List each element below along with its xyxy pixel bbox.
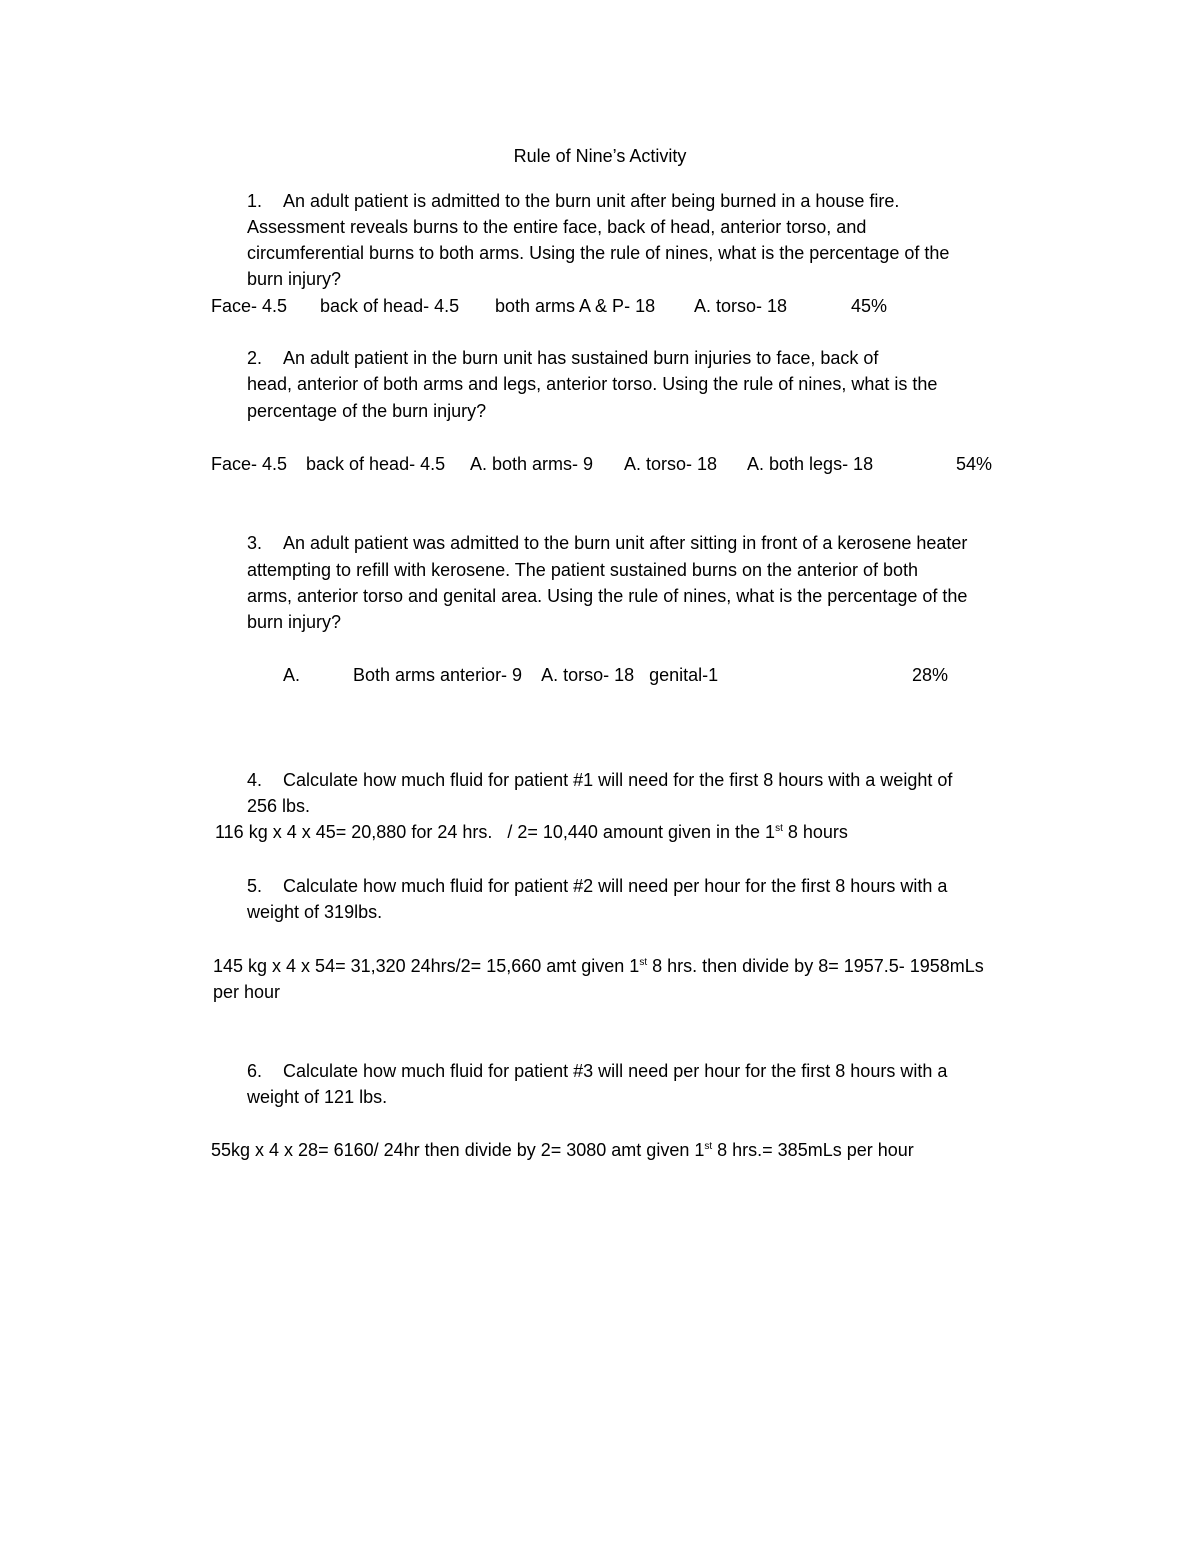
answer-4 [215, 819, 848, 845]
superscript: st [704, 1141, 713, 1152]
question-line: burn injury? [247, 269, 342, 289]
question-line: An adult patient was admitted to the burn unit after sitting in front of a kerosene heater [283, 533, 968, 553]
question-number: 3. [247, 533, 263, 553]
answer-letter: A. [283, 665, 301, 685]
answer-face: Face- 4.5 [211, 296, 288, 316]
question-line: percentage of the burn injury? [247, 401, 487, 421]
question-number: 6. [247, 1061, 263, 1081]
question-line: Calculate how much fluid for patient #1 will need for the first 8 hours with a weight of [283, 770, 953, 790]
answer-text: Both arms anterior- 9 A. torso- 18 genital-1 [353, 665, 719, 685]
question-number: 4. [247, 770, 263, 790]
answer-arms: both arms A & P- 18 [495, 296, 656, 316]
question-line: An adult patient is admitted to the burn unit after being burned in a house fire. [283, 191, 900, 211]
page-title: Rule of Nine’s Activity [513, 146, 687, 166]
question-line: weight of 319lbs. [247, 902, 383, 922]
question-line: arms, anterior torso and genital area. Using the rule of nines, what is the percentage of the [247, 586, 968, 606]
answer-text: 8 hrs.= 385mLs per hour [712, 1140, 914, 1160]
answer-text-line2: per hour [213, 982, 281, 1002]
question-number: 1. [247, 191, 263, 211]
question-line: burn injury? [247, 612, 342, 632]
answer-head: back of head- 4.5 [320, 296, 460, 316]
question-line: head, anterior of both arms and legs, anterior torso. Using the rule of nines, what is the [247, 374, 938, 394]
question-line: 256 lbs. [247, 796, 311, 816]
answer-arms: A. both arms- 9 [470, 454, 594, 474]
question-line: An adult patient in the burn unit has sustained burn injuries to face, back of [283, 348, 879, 368]
answer-text: 8 hrs. then divide by 8= 1957.5- 1958mLs [647, 956, 984, 976]
answer-legs: A. both legs- 18 [747, 454, 874, 474]
superscript: st [639, 957, 648, 968]
answer-total: 45% [851, 296, 888, 316]
answer-text: 145 kg x 4 x 54= 31,320 24hrs/2= 15,660 amt given 1 [213, 956, 640, 976]
answer-text: 55kg x 4 x 28= 6160/ 24hr then divide by 2= 3080 amt given 1 [211, 1140, 705, 1160]
answer-6 [211, 1137, 914, 1163]
question-line: circumferential burns to both arms. Using the rule of nines, what is the percentage of the [247, 243, 950, 263]
answer-5 [213, 953, 984, 979]
answer-total: 54% [956, 454, 993, 474]
answer-torso: A. torso- 18 [624, 454, 718, 474]
answer-text: 8 hours [782, 822, 848, 842]
question-line: weight of 121 lbs. [247, 1087, 388, 1107]
question-number: 5. [247, 876, 263, 896]
superscript: st [775, 823, 783, 834]
question-line: Calculate how much fluid for patient #3 will need per hour for the first 8 hours with a [283, 1061, 948, 1081]
question-line: attempting to refill with kerosene. The patient sustained burns on the anterior of both [247, 560, 919, 580]
answer-total: 28% [912, 665, 949, 685]
answer-head: back of head- 4.5 [306, 454, 446, 474]
answer-torso: A. torso- 18 [694, 296, 788, 316]
answer-text: 116 kg x 4 x 45= 20,880 for 24 hrs. / 2= 10,440 amount given in the 1 [215, 822, 776, 842]
answer-face: Face- 4.5 [211, 454, 288, 474]
question-line: Calculate how much fluid for patient #2 will need per hour for the first 8 hours with a [283, 876, 948, 896]
question-number: 2. [247, 348, 263, 368]
question-line: Assessment reveals burns to the entire face, back of head, anterior torso, and [247, 217, 867, 237]
